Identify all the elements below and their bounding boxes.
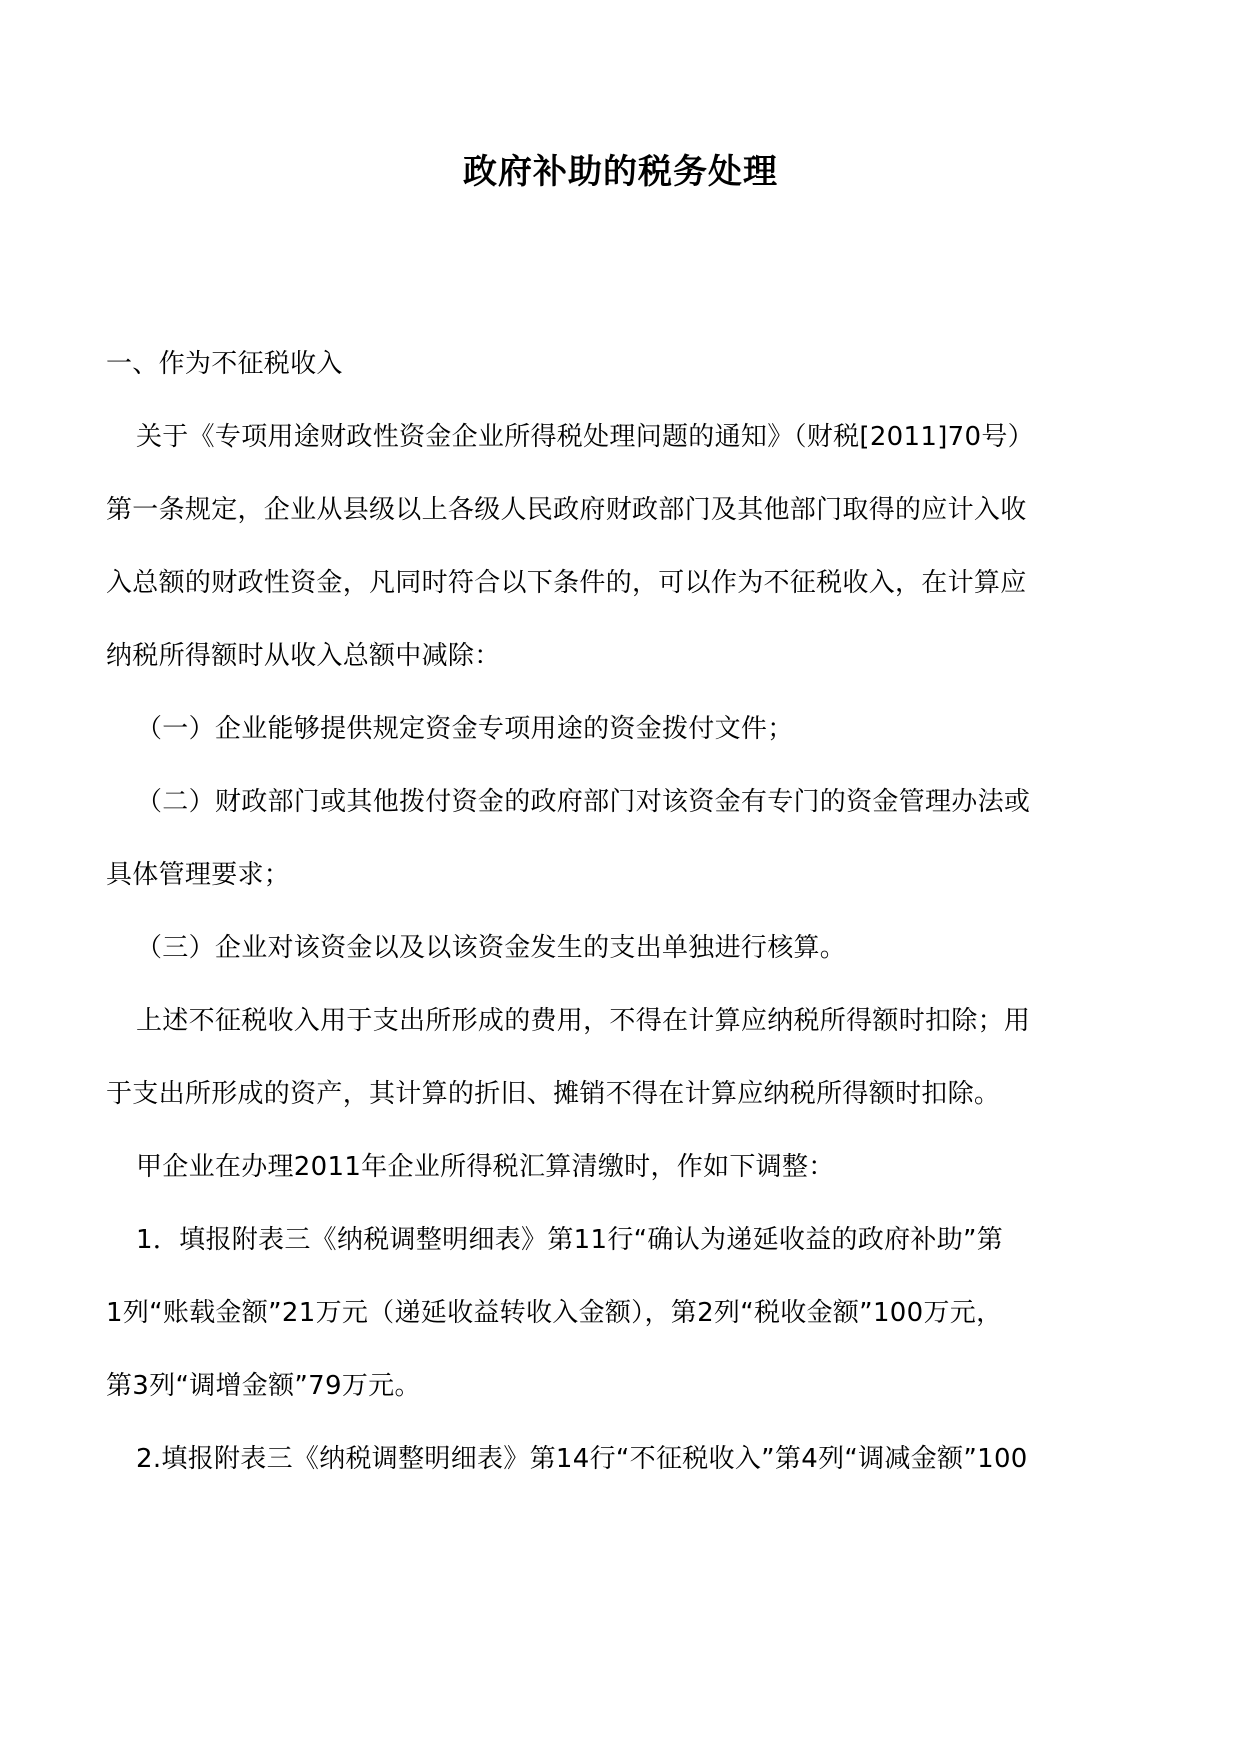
- paragraph-line: 第一条规定，企业从县级以上各级人民政府财政部门及其他部门取得的应计入收: [106, 495, 1027, 525]
- paragraph-line: 上述不征税收入用于支出所形成的费用，不得在计算应纳税所得额时扣除；用: [136, 1006, 1031, 1036]
- paragraph-line: （三）企业对该资金以及以该资金发生的支出单独进行核算。: [136, 933, 847, 963]
- paragraph-line: 1．填报附表三《纳税调整明细表》第11行“确认为递延收益的政府补助”第: [136, 1225, 1004, 1255]
- paragraph-line: （一）企业能够提供规定资金专项用途的资金拨付文件；: [136, 714, 794, 744]
- document-title: 政府补助的税务处理: [463, 152, 778, 192]
- paragraph-line: 纳税所得额时从收入总额中减除：: [106, 641, 501, 671]
- paragraph-line: 1列“账载金额”21万元（递延收益转收入金额），第2列“税收金额”100万元，: [106, 1298, 1003, 1328]
- paragraph-line: 关于《专项用途财政性资金企业所得税处理问题的通知》（财税[2011]70号）: [136, 422, 1034, 452]
- paragraph-line: （二）财政部门或其他拨付资金的政府部门对该资金有专门的资金管理办法或: [136, 787, 1031, 817]
- paragraph-line: 第3列“调增金额”79万元。: [106, 1371, 421, 1401]
- paragraph-line: 甲企业在办理2011年企业所得税汇算清缴时，作如下调整：: [136, 1152, 835, 1182]
- paragraph-line: 于支出所形成的资产，其计算的折旧、摊销不得在计算应纳税所得额时扣除。: [106, 1079, 1001, 1109]
- paragraph-line: 入总额的财政性资金，凡同时符合以下条件的，可以作为不征税收入，在计算应: [106, 568, 1027, 598]
- paragraph-line: 2.填报附表三《纳税调整明细表》第14行“不征税收入”第4列“调减金额”100: [136, 1444, 1028, 1474]
- paragraph-line: 具体管理要求；: [106, 860, 291, 890]
- section-heading: 一、作为不征税收入: [106, 349, 343, 379]
